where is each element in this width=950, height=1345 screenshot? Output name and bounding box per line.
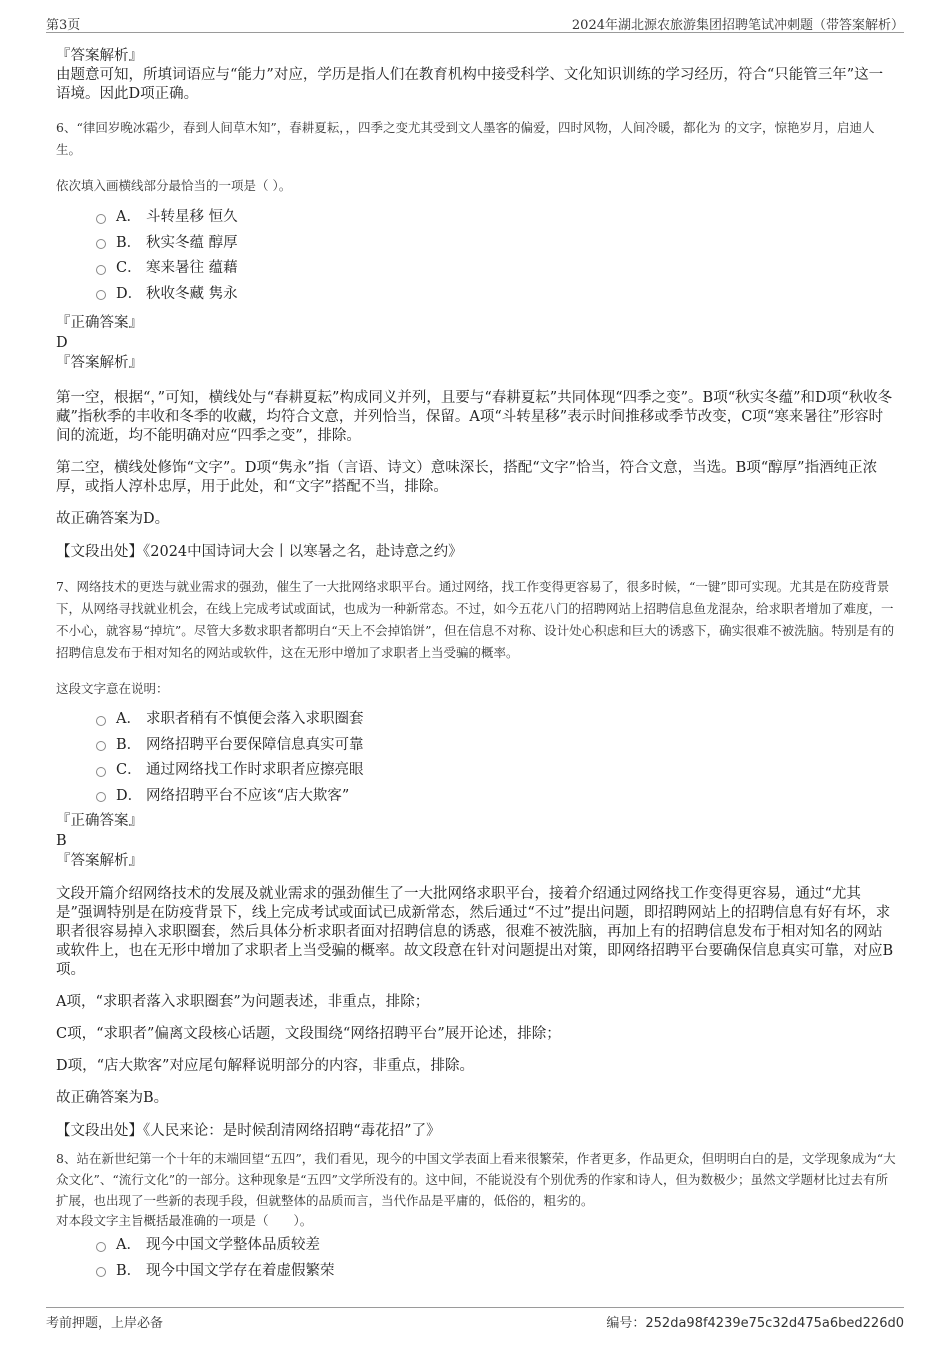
radio-icon[interactable]	[96, 1267, 106, 1277]
q6-analysis-3: 故正确答案为D。	[56, 511, 170, 527]
q6-option-b[interactable]: B． 秋实冬蕴 醇厚	[96, 231, 896, 257]
q6-source: 【文段出处】《2024中国诗词大会丨以寒暑之名，赴诗意之约》	[56, 544, 463, 560]
page-number: 第3页	[46, 18, 81, 33]
footer-slogan: 考前押题，上岸必备	[46, 1316, 164, 1331]
q8-options	[56, 1233, 896, 1284]
radio-icon[interactable]	[96, 716, 106, 726]
q7-option-a[interactable]: A． 求职者稍有不慎便会落入求职圈套	[96, 707, 896, 733]
radio-icon[interactable]	[96, 290, 106, 300]
page-content	[56, 44, 896, 1284]
q6-analysis-1: 第一空，根据“，”可知，横线处与“春耕夏耘”构成同义并列，且要与“春耕夏耘”共同体现“四季之变”。B项“秋实冬蕴”和D项“秋收冬藏”指秋季的丰收和冬季的收藏，均符合文意，并列恰当，保留。A项“斗转星移”表示时间推移或季节改变，C项“寒来暑往”形容时间的流逝，均不能明确对应“四季之变”，排除。	[56, 390, 893, 444]
q6-analysis-label: 『答案解析』	[56, 355, 143, 371]
radio-icon[interactable]	[96, 214, 106, 224]
q7-options	[56, 707, 896, 809]
q6-option-a[interactable]: A． 斗转星移 恒久	[96, 205, 896, 231]
q7-analysis-2: A项，“求职者落入求职圈套”为问题表述，非重点，排除；	[56, 994, 430, 1010]
radio-icon[interactable]	[96, 265, 106, 275]
q6-option-c[interactable]: C． 寒来暑往 蕴藉	[96, 256, 896, 282]
q7-correct-label: 『正确答案』	[56, 813, 143, 829]
q8-option-b[interactable]: B． 现今中国文学存在着虚假繁荣	[96, 1259, 896, 1285]
q7-analysis-1: 文段开篇介绍网络技术的发展及就业需求的强劲催生了一大批网络求职平台，接着介绍通过网络找工作变得更容易，通过“尤其是”强调特别是在防疫背景下，线上完成考试或面试已成新常态，然后通过“不过”提出问题，即招聘网站上的招聘信息有好有坏，求职者很容易掉入求职圈套，然后具体分析求职者面对招聘信息的诱惑，很难不被洗脑，再加上有的招聘信息发布于相对知名的网站或软件上，也在无形中增加了求职者上当受骗的概率。故文段意在针对问题提出对策，即网络招聘平台要确保信息真实可靠，对应B项。	[56, 886, 894, 978]
q8-prompt: 对本段文字主旨概括最准确的一项是（ ）。	[56, 1213, 313, 1228]
document-title: 2024年湖北源农旅游集团招聘笔试冲刺题（带答案解析）	[571, 18, 904, 33]
q5-analysis-label: 『答案解析』	[56, 48, 143, 64]
q6-stem: 6、“律回岁晚冰霜少，春到人间草木知”，春耕夏耘，，四季之变尤其受到文人墨客的偏爱，四时风物，人间冷暖，都化为 的文字，惊艳岁月，启迪人生。	[56, 120, 875, 157]
footer-serial: 编号：252da98f4239e75c32d475a6bed226d0	[606, 1316, 904, 1331]
q7-analysis-4: D项，“店大欺客”对应尾句解释说明部分的内容，非重点，排除。	[56, 1058, 474, 1074]
q7-answer: B	[56, 833, 67, 849]
q6-correct-label: 『正确答案』	[56, 315, 143, 331]
q7-prompt: 这段文字意在说明：	[56, 681, 169, 696]
radio-icon[interactable]	[96, 792, 106, 802]
q6-answer: D	[56, 335, 68, 351]
q8-option-a[interactable]: A． 现今中国文学整体品质较差	[96, 1233, 896, 1259]
q7-analysis-3: C项，“求职者”偏离文段核心话题，文段围绕“网络招聘平台”展开论述，排除；	[56, 1026, 561, 1042]
q6-analysis-2: 第二空，横线处修饰“文字”。D项“隽永”指（言语、诗文）意味深长，搭配“文字”恰当，符合文意，当选。B项“醇厚”指酒纯正浓厚，或指人淳朴忠厚，用于此处，和“文字”搭配不当，排除。	[56, 460, 878, 495]
q7-analysis-5: 故正确答案为B。	[56, 1090, 169, 1106]
q8-stem: 8、站在新世纪第一个十年的末端回望“五四”，我们看见，现今的中国文学表面上看来很繁荣，作者更多，作品更众，但明明白白的是，文学现象成为“大众文化”、“流行文化”的一部分。这种现象是“五四”文学所没有的。这中间，不能说没有个别优秀的作家和诗人，但为数极少；虽然文学题材比过去有所扩展，也出现了一些新的表现手段，但就整体的品质而言，当代作品是平庸的，低俗的，粗劣的。	[56, 1151, 896, 1208]
q7-option-c[interactable]: C． 通过网络找工作时求职者应擦亮眼	[96, 758, 896, 784]
radio-icon[interactable]	[96, 1242, 106, 1252]
q7-option-d[interactable]: D． 网络招聘平台不应该“店大欺客”	[96, 784, 896, 810]
radio-icon[interactable]	[96, 741, 106, 751]
page-header	[46, 14, 904, 33]
page-footer	[46, 1307, 904, 1329]
q6-options	[56, 205, 896, 307]
q6-prompt: 依次填入画横线部分最恰当的一项是（ ）。	[56, 178, 292, 193]
radio-icon[interactable]	[96, 767, 106, 777]
q5-analysis-text: 由题意可知，所填词语应与“能力”对应，学历是指人们在教育机构中接受科学、文化知识训练的学习经历，符合“只能管三年”这一语境。因此D项正确。	[56, 67, 884, 102]
radio-icon[interactable]	[96, 239, 106, 249]
q7-analysis-label: 『答案解析』	[56, 853, 143, 869]
q7-stem: 7、网络技术的更迭与就业需求的强劲，催生了一大批网络求职平台。通过网络，找工作变得更容易了，很多时候，“一键”即可实现。尤其是在防疫背景下，从网络寻找就业机会，在线上完成考试或面试，也成为一种新常态。不过，如今五花八门的招聘网站上招聘信息鱼龙混杂，给求职者增加了难度，一不小心，就容易“掉坑”。尽管大多数求职者都明白“天上不会掉馅饼”，但在信息不对称、设计处心积虑和巨大的诱惑下，确实很难不被洗脑。特别是有的招聘信息发布于相对知名的网站或软件，这在无形中增加了求职者上当受骗的概率。	[56, 579, 895, 660]
q6-option-d[interactable]: D． 秋收冬藏 隽永	[96, 282, 896, 308]
q7-source: 【文段出处】《人民来论：是时候刮清网络招聘“毒花招”了》	[56, 1123, 441, 1139]
q7-option-b[interactable]: B． 网络招聘平台要保障信息真实可靠	[96, 733, 896, 759]
